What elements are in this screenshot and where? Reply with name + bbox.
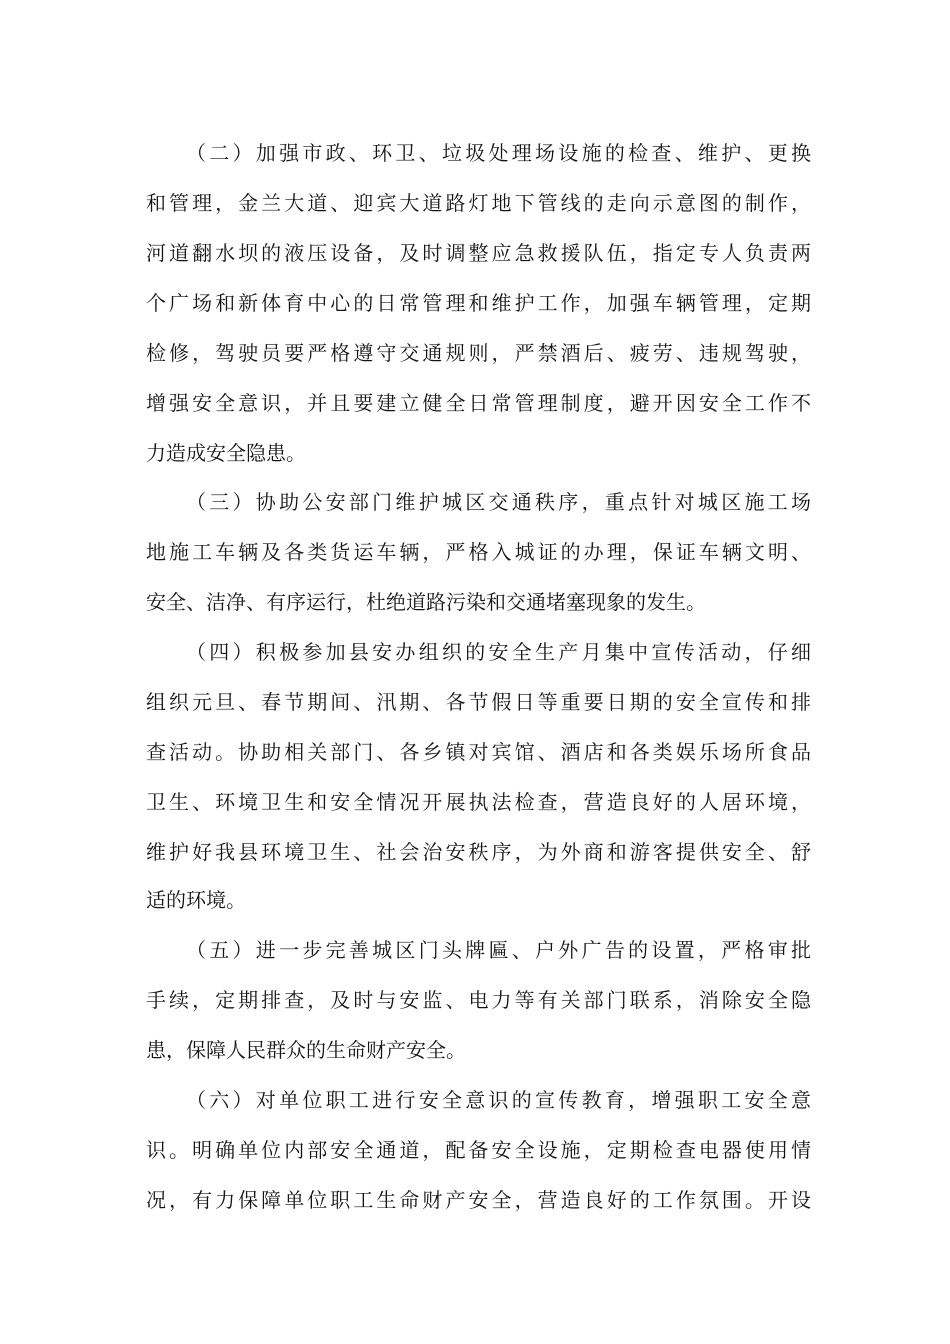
paragraph-6-line-2: 识。明确单位内部安全通道，配备安全设施，定期检查电器使用情	[146, 1138, 811, 1162]
paragraph-4-line-3: 查活动。协助相关部门、各乡镇对宾馆、酒店和各类娱乐场所食品	[146, 740, 811, 764]
paragraph-2-line-1: （二）加强市政、环卫、垃圾处理场设施的检查、维护、更换	[186, 141, 811, 165]
paragraph-6-line-3: 况，有力保障单位职工生命财产安全，营造良好的工作氛围。开设	[146, 1188, 811, 1212]
paragraph-4-line-1: （四）积极参加县安办组织的安全生产月集中宣传活动，仔细	[186, 640, 811, 664]
paragraph-2-line-7: 力造成安全隐患。	[146, 441, 306, 465]
paragraph-2-line-3: 河道翻水坝的液压设备，及时调整应急救援队伍，指定专人负责两	[146, 241, 811, 265]
paragraph-2-line-5: 检修，驾驶员要严格遵守交通规则，严禁酒后、疲劳、违规驾驶，	[146, 341, 811, 365]
paragraph-2-line-6: 增强安全意识，并且要建立健全日常管理制度，避开因安全工作不	[146, 391, 811, 415]
paragraph-5-line-2: 手续，定期排查，及时与安监、电力等有关部门联系，消除安全隐	[146, 988, 811, 1012]
paragraph-2-line-4: 个广场和新体育中心的日常管理和维护工作，加强车辆管理，定期	[146, 291, 811, 315]
paragraph-3-line-2: 地施工车辆及各类货运车辆，严格入城证的办理，保证车辆文明、	[146, 540, 811, 564]
paragraph-6-line-1: （六）对单位职工进行安全意识的宣传教育，增强职工安全意	[186, 1088, 811, 1112]
paragraph-4-line-2: 组织元旦、春节期间、汛期、各节假日等重要日期的安全宣传和排	[146, 690, 811, 714]
paragraph-4-line-4: 卫生、环境卫生和安全情况开展执法检查，营造良好的人居环境，	[146, 790, 811, 814]
paragraph-5-line-1: （五）进一步完善城区门头牌匾、户外广告的设置，严格审批	[186, 938, 811, 962]
paragraph-3-line-1: （三）协助公安部门维护城区交通秩序，重点针对城区施工场	[186, 490, 811, 514]
paragraph-5-line-3: 患，保障人民群众的生命财产安全。	[146, 1038, 466, 1062]
paragraph-4-line-6: 适的环境。	[146, 888, 246, 912]
paragraph-3-line-3: 安全、洁净、有序运行，杜绝道路污染和交通堵塞现象的发生。	[146, 590, 706, 614]
paragraph-4-line-5: 维护好我县环境卫生、社会治安秩序，为外商和游客提供安全、舒	[146, 840, 811, 864]
paragraph-2-line-2: 和管理，金兰大道、迎宾大道路灯地下管线的走向示意图的制作，	[146, 191, 811, 215]
